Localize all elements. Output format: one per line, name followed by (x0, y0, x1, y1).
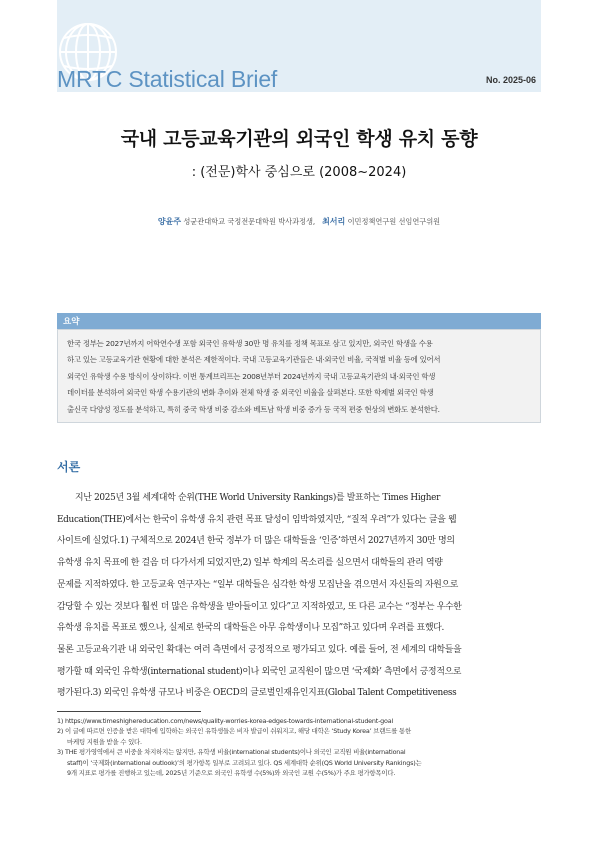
summary-label: 요약 (63, 317, 80, 327)
summary-line: 하고 있는 고등교육기관 현황에 대한 분석은 제한적이다. 국내 고등교육기관들은 내·외국인 비율, 국적별 비율 등에 있어서 (67, 355, 441, 365)
body-line: 평가된다.3) 외국인 유학생 규모나 비중은 OECD의 글로벌인재유인지표(Global Talent Competitiveness (57, 688, 457, 699)
footnotes (57, 716, 541, 778)
body-text (57, 488, 541, 705)
body-line: 유학생 유치 목표에 한 걸음 더 다가서게 되었지만,2) 일부 학계의 목소리를 실으면서 대학들의 관리 역량 (57, 558, 443, 569)
footnote: 2) 이 글에 따르면 인증을 받은 대학에 입학하는 외국인 유학생들은 비자 발급이 쉬워지고, 해당 대학은 ‘Study Korea’ 브랜드를 통한 (57, 727, 411, 736)
summary-line: 외국인 유학생 수용 방식이 상이하다. 이번 통계브리프는 2008년부터 2024년까지 국내 고등교육기관의 내·외국인 학생 (67, 371, 436, 381)
summary-header (57, 313, 541, 329)
body-line: 유학생 유치를 목표로 했으나, 실제로 한국의 대학들은 아무 유학생이나 모집”하고 있다며 우려를 표했다. (57, 623, 445, 634)
summary-line: 데이터를 분석하여 외국인 학생 수용기관의 변화 추이와 전체 학생 중 외국인 비율을 살펴본다. 또한 학제별 외국인 학생 (67, 388, 434, 398)
footnote: 마케팅 지원을 받을 수 있다. (67, 737, 142, 746)
author-line (0, 216, 598, 227)
footnote-link[interactable]: 1) https://www.timeshighereducation.com/news/quality-worries-korea-edges-towards-international-student-goal (57, 717, 394, 725)
author-affiliation: 성균관대학교 국정전문대학원 박사과정생, (183, 217, 316, 226)
body-line: 문제를 지적하였다. 한 고등교육 연구자는 “일부 대학들은 심각한 학생 모집난을 겪으면서 자신들의 자원으로 (57, 579, 459, 590)
section-heading: 서론 (57, 460, 81, 474)
summary-box (57, 329, 541, 423)
body-line: 사이트에 실었다.1) 구체적으로 2024년 한국 정부가 더 많은 대학들을 ‘인증’하면서 2027년까지 30만 명의 (57, 536, 455, 547)
brand-title: MRTC Statistical Brief (57, 66, 278, 92)
body-line: Education(THE)에서는 한국이 유학생 유치 관련 목표 달성이 임박하였지만, “질적 우려”가 있다는 글을 웹 (57, 514, 457, 525)
page-subtitle: : (전문)학사 중심으로 (2008~2024) (191, 165, 407, 180)
body-line: 평가할 때 외국인 유학생(international student)이나 외국인 교직원이 많으면 ‘국제화’ 측면에서 긍정적으로 (57, 666, 462, 677)
author-name: 최서리 (322, 217, 346, 226)
page-title: 국내 고등교육기관의 외국인 학생 유치 동향 (120, 128, 478, 150)
author-affiliation: 이민정책연구원 선임연구위원 (347, 217, 441, 226)
footnote: staff)이 ‘국제화(international outlook)’의 평가항목 일부로 고려되고 있다. QS 세계대학 순위(QS World University Rankings)는 (67, 758, 422, 767)
summary-line: 한국 정부는 2027년까지 어학연수생 포함 외국인 유학생 30만 명 유치를 정책 목표로 삼고 있지만, 외국인 학생을 수용 (67, 339, 433, 348)
footnote: 9개 지표로 평가를 진행하고 있는데, 2025년 기준으로 외국인 유학생 수(5%)와 외국인 교원 수(5%)가 주요 평가항목이다. (67, 769, 396, 778)
summary-line: 출신국 다양성 정도를 분석하고, 특히 중국 학생 비중 감소와 베트남 학생 비중 증가 등 국적 편중 현상의 변화도 분석한다. (67, 404, 440, 414)
body-line: 물론 고등교육기관 내 외국인 확대는 여러 측면에서 긍정적으로 평가되고 있다. 예를 들어, 전 세계의 대학들을 (57, 644, 462, 655)
footnote: 3) THE 평가영역에서 큰 비중을 차지하지는 않지만, 유학생 비율(international students)이나 외국인 교직원 비율(international (57, 748, 406, 757)
footnote-divider (57, 711, 201, 712)
body-line: 감당할 수 있는 것보다 훨씬 더 많은 유학생을 받아들이고 있다”고 지적하였고, 또 다른 교수는 “정부는 우수한 (57, 601, 462, 612)
issue-number: No. 2025-06 (485, 75, 536, 85)
body-line: 지난 2025년 3월 세계대학 순위(THE World University Rankings)를 발표하는 Times Higher (75, 493, 441, 503)
author-name: 양윤주 (157, 217, 182, 226)
